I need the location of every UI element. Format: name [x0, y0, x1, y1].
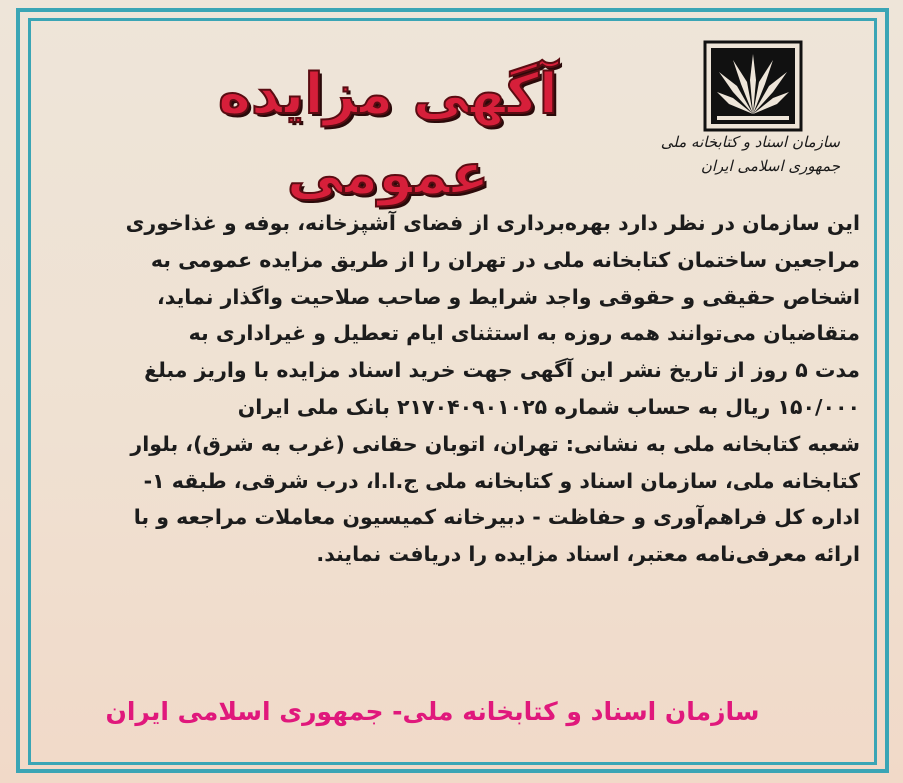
- body-line: متقاضیان می‌توانند همه روزه به استثنای ایام تعطیل و غیراداری به: [188, 321, 860, 346]
- body-line: کتابخانه ملی، سازمان اسناد و کتابخانه ملی ج.ا.ا، درب شرقی، طبقه ۱-: [143, 468, 860, 493]
- org-name: [660, 130, 840, 178]
- body-line: ۱۵۰/۰۰۰ ریال به حساب شماره ۲۱۷۰۴۰۹۰۱۰۲۵ بانک ملی ایران: [237, 394, 860, 419]
- body-line: این سازمان در نظر دارد بهره‌برداری از فضای آشپزخانه، بوفه و غذاخوری: [125, 211, 860, 235]
- notice-body: [40, 205, 860, 573]
- notice-footer: سازمان اسناد و کتابخانه ملی- جمهوری اسلامی ایران: [105, 697, 760, 726]
- notice-title: آگهی مزایده عمومی: [217, 62, 559, 207]
- body-line: شعبه کتابخانه ملی به نشانی: تهران، اتوبان حقانی (غرب به شرق)، بلوار: [130, 431, 860, 456]
- palm-leaf-logo-icon: [703, 40, 803, 132]
- body-line: مراجعین ساختمان کتابخانه ملی در تهران را از طریق مزایده عمومی به: [150, 247, 860, 272]
- org-name-line-1: سازمان اسناد و کتابخانه ملی: [660, 133, 840, 151]
- body-line: مدت ۵ روز از تاریخ نشر این آگهی جهت خرید اسناد مزایده با واریز مبلغ: [144, 358, 860, 383]
- body-line: اشخاص حقیقی و حقوقی واجد شرایط و صاحب صلاحیت واگذار نماید،: [156, 284, 860, 309]
- body-line: ارائه معرفی‌نامه معتبر، اسناد مزایده را دریافت نمایند.: [316, 542, 860, 567]
- org-name-line-2: جمهوری اسلامی ایران: [700, 157, 840, 175]
- body-line: اداره کل فراهم‌آوری و حفاظت - دبیرخانه کمیسیون معاملات مراجعه و با: [133, 505, 860, 530]
